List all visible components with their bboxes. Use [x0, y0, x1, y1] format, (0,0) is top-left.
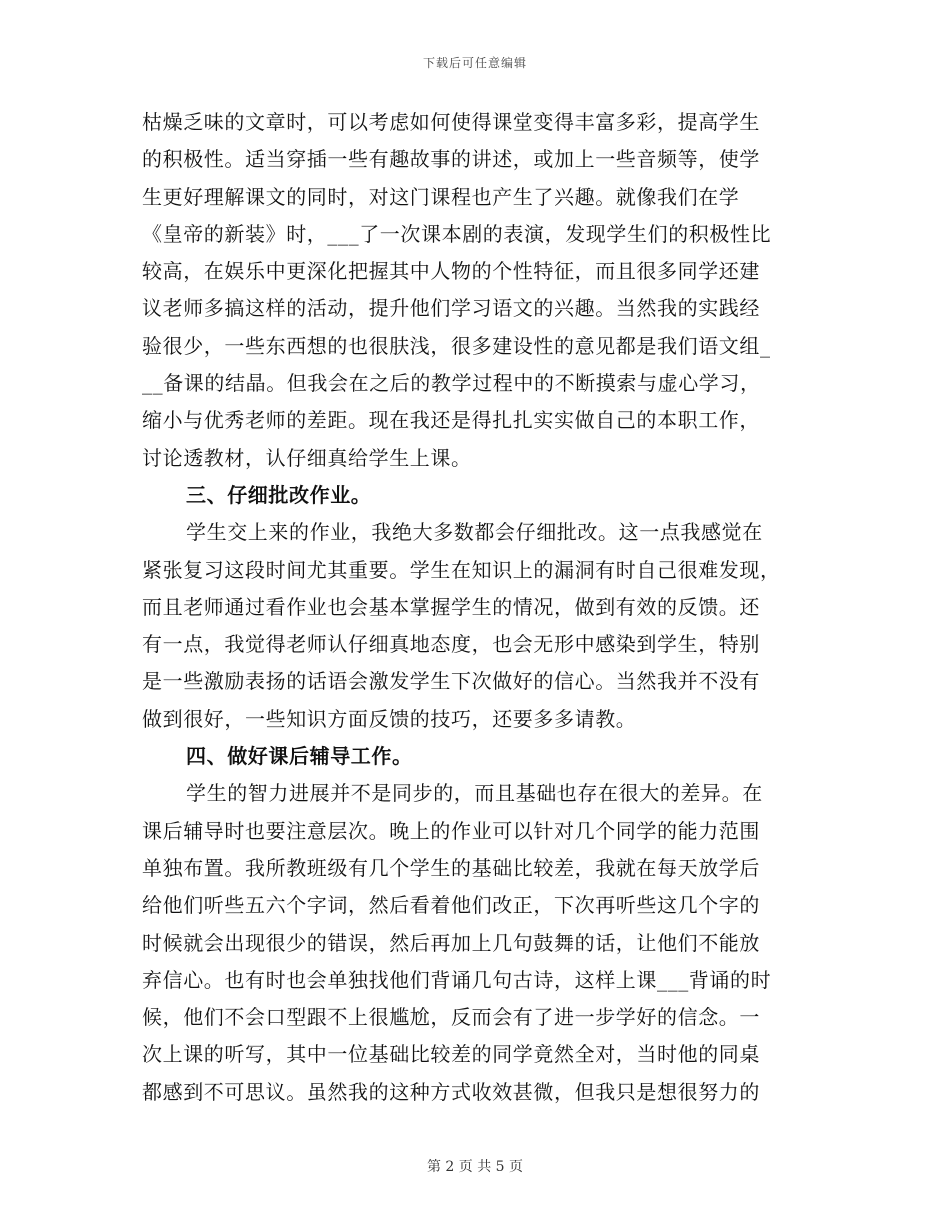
text-line: 紧张复习这段时间尤其重要。学生在知识上的漏洞有时自己很难发现， [142, 557, 781, 582]
text-line: 验很少，一些东西想的也很肤浅，很多建设性的意见都是我们语文组_ [142, 333, 771, 358]
text-line: 都感到不可思议。虽然我的这种方式收效甚微，但我只是想很努力的 [142, 1079, 760, 1104]
text-line: 生更好理解课文的同时，对这门课程也产生了兴趣。就像我们在学 [142, 184, 740, 209]
text-line: 枯燥乏味的文章时，可以考虑如何使得课堂变得丰富多彩，提高学生 [142, 110, 760, 134]
document-body [142, 104, 802, 1111]
text-line: 候，他们不会口型跟不上很尴尬，反而会有了进一步学好的信念。一 [142, 1005, 760, 1030]
page-header: 下载后可任意编辑 [422, 56, 527, 70]
text-line: 时候就会出现很少的错误，然后再加上几句鼓舞的话，让他们不能放 [142, 930, 760, 955]
text-line: 议老师多搞这样的活动，提升他们学习语文的兴趣。当然我的实践经 [142, 296, 760, 321]
section-heading: 三、仔细批改作业。 [186, 482, 372, 507]
text-line: 是一些激励表扬的话语会激发学生下次做好的信心。当然我并不没有 [142, 669, 760, 694]
section-heading: 四、做好课后辅导工作。 [186, 744, 413, 769]
paragraph [142, 775, 802, 1111]
text-line: 单独布置。我所教班级有几个学生的基础比较差，我就在每天放学后 [142, 855, 760, 880]
text-line: 《皇帝的新装》时，___了一次课本剧的表演，发现学生们的积极性比 [142, 221, 772, 246]
text-line: 给他们听些五六个字词，然后看着他们改正，下次再听些这几个字的 [142, 893, 760, 918]
text-line: 较高，在娱乐中更深化把握其中人物的个性特征，而且很多同学还建 [142, 259, 760, 284]
text-line: 缩小与优秀老师的差距。现在我还是得扎扎实实做自己的本职工作， [142, 408, 760, 433]
text-line: 做到很好，一些知识方面反馈的技巧，还要多多请教。 [142, 706, 637, 731]
paragraph [142, 104, 802, 477]
paragraph [142, 514, 802, 738]
text-line: 课后辅导时也要注意层次。晚上的作业可以针对几个同学的能力范围 [142, 818, 760, 843]
text-line: 学生的智力进展并不是同步的，而且基础也存在很大的差异。在 [186, 781, 763, 806]
text-line: 学生交上来的作业，我绝大多数都会仔细批改。这一点我感觉在 [186, 520, 763, 545]
text-line: 有一点，我觉得老师认仔细真地态度，也会无形中感染到学生，特别 [142, 632, 760, 657]
page-number: 第 2 页 共 5 页 [426, 1159, 524, 1175]
text-line: 而且老师通过看作业也会基本掌握学生的情况，做到有效的反馈。还 [142, 594, 760, 619]
text-line: 弃信心。也有时也会单独找他们背诵几句古诗，这样上课___背诵的时 [142, 967, 772, 992]
text-line: 的积极性。适当穿插一些有趣故事的讲述，或加上一些音频等，使学 [142, 147, 760, 172]
text-line: 次上课的听写，其中一位基础比较差的同学竟然全对，当时他的同桌 [142, 1042, 760, 1067]
text-line: __备课的结晶。但我会在之后的教学过程中的不断摸索与虚心学习， [142, 371, 761, 396]
text-line: 讨论透教材，认仔细真给学生上课。 [142, 445, 472, 470]
